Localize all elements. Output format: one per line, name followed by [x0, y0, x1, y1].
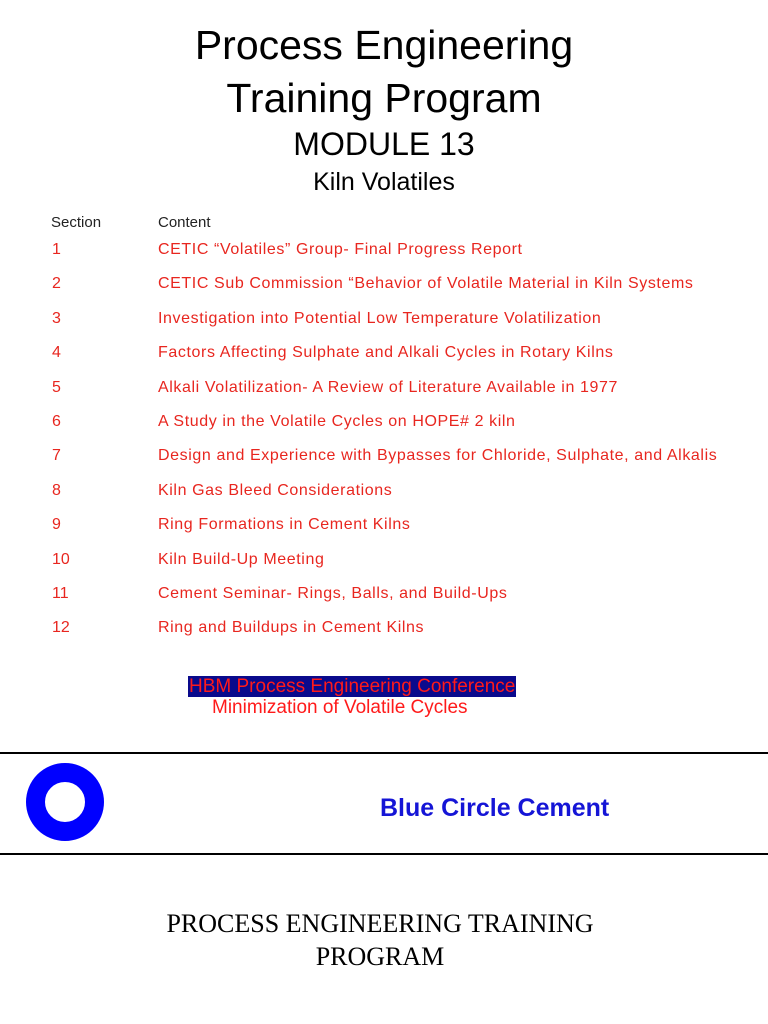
- toc-section-number: 8: [52, 481, 61, 499]
- toc-row: [0, 272, 768, 306]
- ring-logo-icon: [26, 763, 104, 841]
- toc-content-title: Cement Seminar- Rings, Balls, and Build-Ups: [158, 584, 508, 602]
- toc-section-number: 1: [52, 241, 61, 258]
- toc-content-title: Ring Formations in Cement Kilns: [158, 516, 411, 534]
- toc-section-number: 4: [52, 344, 61, 362]
- toc-row: [0, 616, 768, 650]
- toc-content-title: Kiln Build-Up Meeting: [158, 550, 325, 568]
- footer-title-line2: PROGRAM: [315, 942, 445, 971]
- module-number: MODULE 13: [293, 126, 475, 162]
- toc-row: [0, 410, 768, 444]
- toc-row: [0, 548, 768, 582]
- module-subtitle: Kiln Volatiles: [313, 168, 455, 196]
- toc-row: [0, 341, 768, 375]
- toc-section-header: Section: [51, 214, 102, 231]
- document-title-line2: Training Program: [226, 75, 542, 121]
- toc-content-title: Kiln Gas Bleed Considerations: [158, 481, 393, 499]
- toc-content-title: CETIC “Volatiles” Group- Final Progress Report: [158, 241, 523, 258]
- toc-content-title: Investigation into Potential Low Temperature Volatilization: [158, 309, 602, 327]
- toc-row: [0, 376, 768, 410]
- toc-row: [0, 513, 768, 547]
- document-title-line1: Process Engineering: [194, 22, 574, 68]
- toc-section-number: 10: [52, 550, 70, 568]
- toc-content-title: Ring and Buildups in Cement Kilns: [158, 619, 425, 637]
- toc-row: [0, 307, 768, 341]
- toc-section-number: 12: [52, 619, 70, 637]
- toc-section-number: 3: [52, 309, 61, 327]
- footer-title-line1: PROCESS ENGINEERING TRAINING: [166, 909, 594, 938]
- toc-content-header: Content: [158, 214, 211, 231]
- toc-section-number: 2: [52, 275, 61, 293]
- divider-bottom: [0, 853, 768, 855]
- footer-title: [0, 907, 760, 973]
- toc-content-title: A Study in the Volatile Cycles on HOPE# 2 kiln: [158, 412, 516, 430]
- toc-content-title: Factors Affecting Sulphate and Alkali Cycles in Rotary Kilns: [158, 344, 614, 362]
- toc-section-number: 9: [52, 516, 61, 534]
- toc-section-number: 11: [52, 584, 69, 602]
- toc-row: [0, 238, 768, 272]
- toc-content-title: CETIC Sub Commission “Behavior of Volatile Material in Kiln Systems: [158, 275, 694, 293]
- conference-banner: HBM Process Engineering Conference: [189, 676, 516, 697]
- toc-content-title: Design and Experience with Bypasses for Chloride, Sulphate, and Alkalis: [158, 447, 718, 465]
- toc-section-number: 6: [52, 412, 61, 430]
- toc-section-number: 5: [52, 378, 61, 396]
- toc-content-title: Alkali Volatilization- A Review of Literature Available in 1977: [158, 378, 618, 396]
- conference-subtitle: Minimization of Volatile Cycles: [212, 697, 468, 718]
- toc-row: [0, 582, 768, 616]
- table-of-contents: [0, 238, 768, 651]
- toc-section-number: 7: [52, 447, 61, 465]
- toc-row: [0, 444, 768, 478]
- brand-name: Blue Circle Cement: [380, 794, 610, 822]
- toc-row: [0, 479, 768, 513]
- divider-top: [0, 752, 768, 754]
